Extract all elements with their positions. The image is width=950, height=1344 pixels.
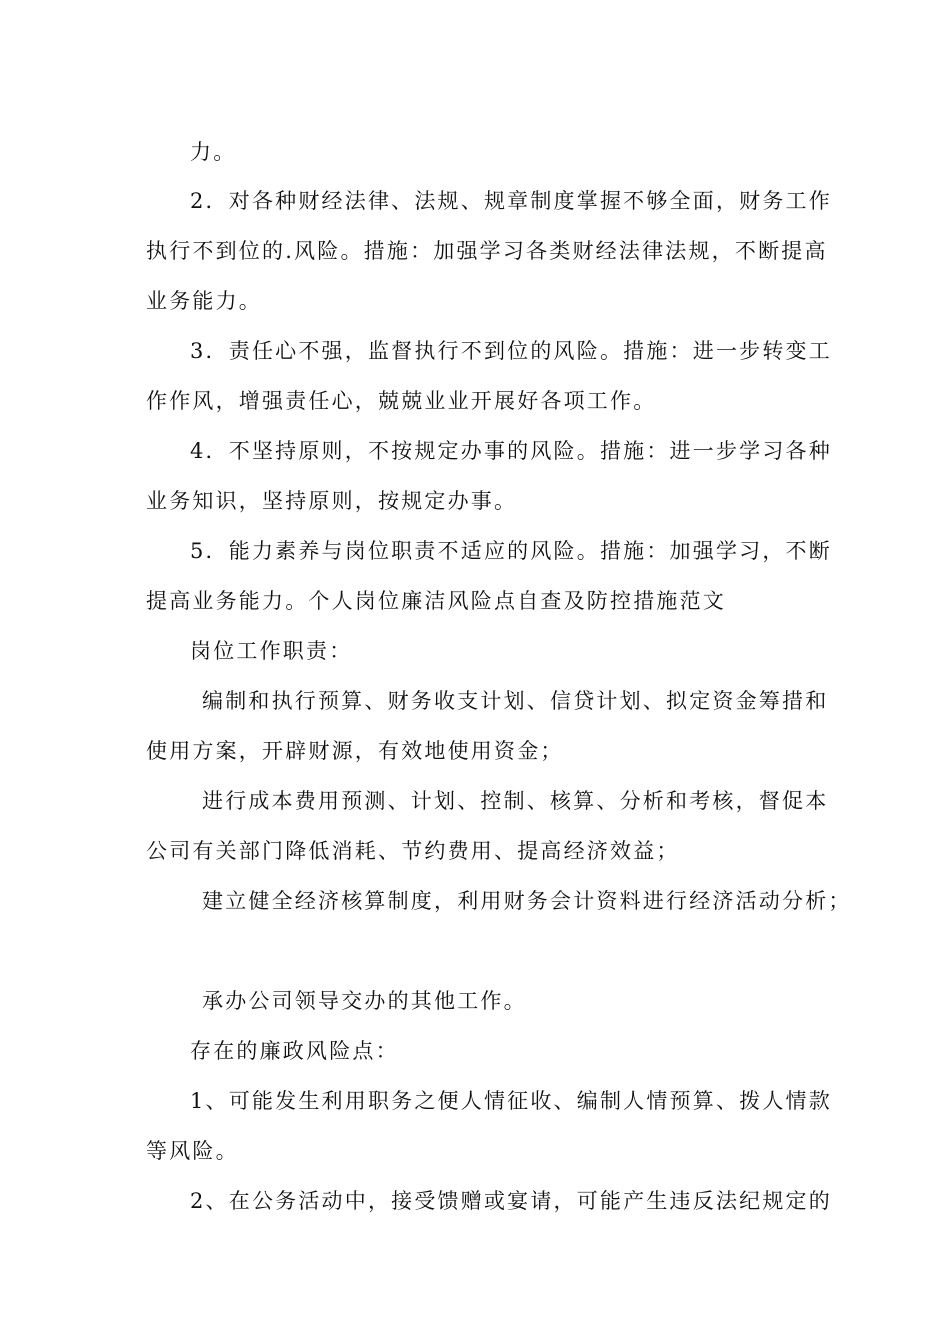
text-line: 承办公司领导交办的其他工作。 (202, 989, 527, 1013)
text-line: 2．对各种财经法律、法规、规章制度掌握不够全面，财务工作 (190, 189, 832, 213)
text-line: 等风险。 (146, 1139, 239, 1163)
text-line: 存在的廉政风险点： (190, 1039, 399, 1063)
text-line: 4．不坚持原则，不按规定办事的风险。措施：进一步学习各种 (190, 439, 832, 463)
text-line: 公司有关部门降低消耗、节约费用、提高经济效益； (146, 839, 680, 863)
text-line: 进行成本费用预测、计划、控制、核算、分析和考核，督促本 (202, 789, 829, 813)
text-line: 1、可能发生利用职务之便人情征收、编制人情预算、拨人情款 (190, 1089, 832, 1113)
text-line: 5．能力素养与岗位职责不适应的风险。措施：加强学习，不断 (190, 539, 832, 563)
text-line: 作作风，增强责任心，兢兢业业开展好各项工作。 (146, 389, 657, 413)
text-line: 编制和执行预算、财务收支计划、信贷计划、拟定资金筹措和 (202, 689, 829, 713)
text-line: 岗位工作职责： (190, 639, 353, 663)
text-line: 执行不到位的.风险。措施：加强学习各类财经法律法规，不断提高 (146, 239, 828, 263)
text-line: 3．责任心不强，监督执行不到位的风险。措施：进一步转变工 (190, 339, 832, 363)
text-line: 力。 (190, 140, 237, 164)
text-line: 使用方案，开辟财源，有效地使用资金； (146, 739, 564, 763)
text-line: 业务知识，坚持原则，按规定办事。 (146, 489, 518, 513)
text-line: 业务能力。 (146, 289, 262, 313)
text-line: 2、在公务活动中，接受馈赠或宴请，可能产生违反法纪规定的 (190, 1189, 832, 1213)
text-line: 建立健全经济核算制度，利用财务会计资料进行经济活动分析； (202, 889, 852, 913)
text-line: 提高业务能力。个人岗位廉洁风险点自查及防控措施范文 (146, 589, 726, 613)
